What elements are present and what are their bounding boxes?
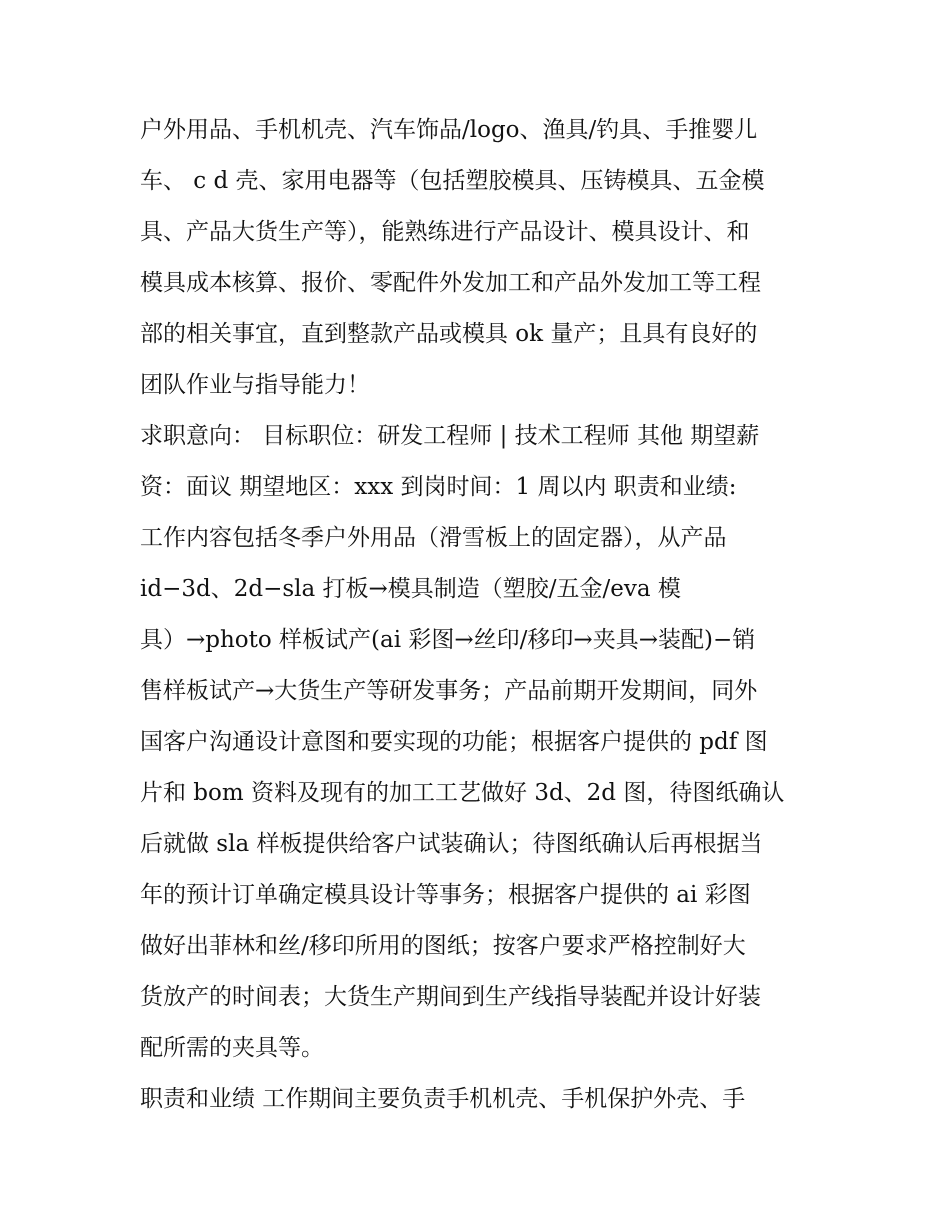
text-line: 职责和业绩 工作期间主要负责手机机壳、手机保护外壳、手 bbox=[140, 1086, 746, 1112]
text-line: 具、产品大货生产等），能熟练进行产品设计、模具设计、和 bbox=[140, 219, 750, 245]
text-line: 车、 c d 壳、家用电器等（包括塑胶模具、压铸模具、五金模 bbox=[140, 168, 765, 194]
text-line: 年的预计订单确定模具设计等事务；根据客户提供的 ai 彩图 bbox=[140, 882, 751, 908]
text-line: 后就做 sla 样板提供给客户试装确认；待图纸确认后再根据当 bbox=[140, 831, 763, 857]
text-line: 具）→photo 样板试产(ai 彩图→丝印/移印→夹具→装配)−销 bbox=[140, 627, 756, 653]
text-line: 售样板试产→大货生产等研发事务；产品前期开发期间，同外 bbox=[140, 678, 758, 704]
text-line: 户外用品、手机机壳、汽车饰品/logo、渔具/钓具、手推婴儿 bbox=[140, 117, 758, 143]
text-line: 部的相关事宜，直到整款产品或模具 ok 量产；且具有良好的 bbox=[140, 321, 758, 347]
document-body bbox=[140, 108, 830, 1128]
text-line: id−3d、2d−sla 打板→模具制造（塑胶/五金/eva 模 bbox=[140, 576, 681, 602]
text-line: 国客户沟通设计意图和要实现的功能；根据客户提供的 pdf 图 bbox=[140, 729, 768, 755]
text-line: 工作内容包括冬季户外用品（滑雪板上的固定器），从产品 bbox=[140, 525, 727, 551]
text-line: 货放产的时间表；大货生产期间到生产线指导装配并设计好装 bbox=[140, 984, 761, 1010]
text-line: 求职意向： 目标职位：研发工程师 | 技术工程师 其他 期望薪 bbox=[140, 423, 760, 449]
text-line: 做好出菲林和丝/移印所用的图纸；按客户要求严格控制好大 bbox=[140, 933, 746, 959]
text-line: 片和 bom 资料及现有的加工工艺做好 3d、2d 图，待图纸确认 bbox=[140, 780, 785, 806]
text-line: 模具成本核算、报价、零配件外发加工和产品外发加工等工程 bbox=[140, 270, 761, 296]
text-line: 资：面议 期望地区：xxx 到岗时间：1 周以内 职责和业绩: bbox=[140, 474, 737, 500]
text-line: 配所需的夹具等。 bbox=[140, 1035, 324, 1061]
text-line: 团队作业与指导能力！ bbox=[140, 372, 370, 398]
